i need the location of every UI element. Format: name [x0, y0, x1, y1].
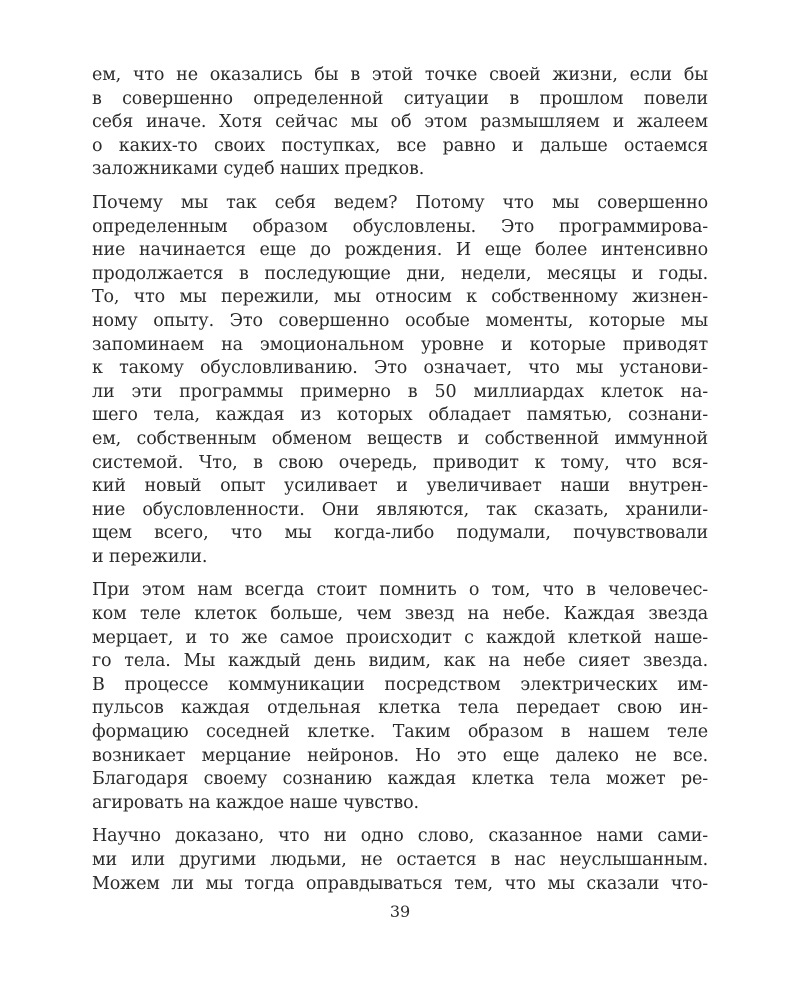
- text-line: и пережили.: [92, 546, 208, 567]
- text-line: продолжается в последующие дни, недели, месяцы и годы.: [92, 263, 708, 284]
- text-line: о каких-то своих поступках, все равно и дальше остаемся: [92, 135, 708, 156]
- paragraph-2: [92, 192, 708, 570]
- text-line: щем всего, что мы когда-либо подумали, почувствовали: [92, 523, 708, 544]
- text-line: системой. Что, в свою очередь, приводит к тому, что вся-: [92, 452, 708, 473]
- text-line: Можем ли мы тогда оправдываться тем, что мы сказали что-: [92, 873, 708, 894]
- text-line: заложниками судеб наших предков.: [92, 159, 425, 180]
- text-line: мерцает, и то же самое происходит с каждой клеткой наше-: [92, 627, 708, 648]
- text-line: формацию соседней клетке. Таким образом в нашем теле: [92, 722, 708, 743]
- text-line: При этом нам всегда стоит помнить о том, что в человечес-: [92, 580, 708, 601]
- text-line: го тела. Мы каждый день видим, как на небе сияет звезда.: [92, 651, 708, 672]
- text-line: ние начинается еще до рождения. И еще более интенсивно: [92, 240, 708, 261]
- text-line: Научно доказано, что ни одно слово, сказанное нами сами-: [92, 826, 708, 847]
- text-line: запоминаем на эмоциональном уровне и которые приводят: [92, 334, 708, 355]
- text-line: ем, собственным обменом веществ и собственной иммунной: [92, 428, 708, 449]
- text-line: Почему мы так себя ведем? Потому что мы совершенно: [92, 192, 708, 213]
- text-line: ми или другими людьми, не остается в нас неуслышанным.: [92, 850, 708, 870]
- text-line: себя иначе. Хотя сейчас мы об этом размышляем и жалеем: [92, 112, 708, 133]
- text-line: ком теле клеток больше, чем звезд на небе. Каждая звезда: [92, 604, 708, 625]
- text-line: ному опыту. Это совершенно особые моменты, которые мы: [92, 310, 708, 331]
- paragraph-3: [92, 579, 708, 815]
- text-line: шего тела, каждая из которых обладает памятью, сознани-: [92, 405, 708, 426]
- text-line: агировать на каждое наше чувство.: [92, 792, 419, 813]
- text-line: ние обусловленности. Они являются, так сказать, хранили-: [92, 499, 708, 520]
- text-line: ли эти программы примерно в 50 миллиардах клеток на-: [92, 381, 708, 402]
- text-line: В процессе коммуникации посредством электрических им-: [92, 674, 708, 695]
- book-page: [92, 64, 708, 944]
- text-line: пульсов каждая отдельная клетка тела передает свою ин-: [92, 698, 708, 719]
- paragraph-1: [92, 64, 708, 182]
- text-line: кий новый опыт усиливает и увеличивает наши внутрен-: [92, 476, 708, 497]
- text-line: определенным образом обусловлены. Это программирова-: [92, 216, 708, 237]
- text-line: к такому обусловливанию. Это означает, что мы установи-: [92, 358, 708, 379]
- text-line: То, что мы пережили, мы относим к собственному жизнен-: [92, 287, 708, 308]
- page-number: 39: [389, 902, 411, 921]
- text-line: ем, что не оказались бы в этой точке своей жизни, если бы: [92, 65, 708, 85]
- text-line: в совершенно определенной ситуации в прошлом повели: [92, 88, 708, 109]
- text-line: возникает мерцание нейронов. Но это еще далеко не все.: [92, 745, 708, 766]
- paragraph-4: [92, 825, 708, 896]
- text-line: Благодаря своему сознанию каждая клетка тела может ре-: [92, 769, 708, 790]
